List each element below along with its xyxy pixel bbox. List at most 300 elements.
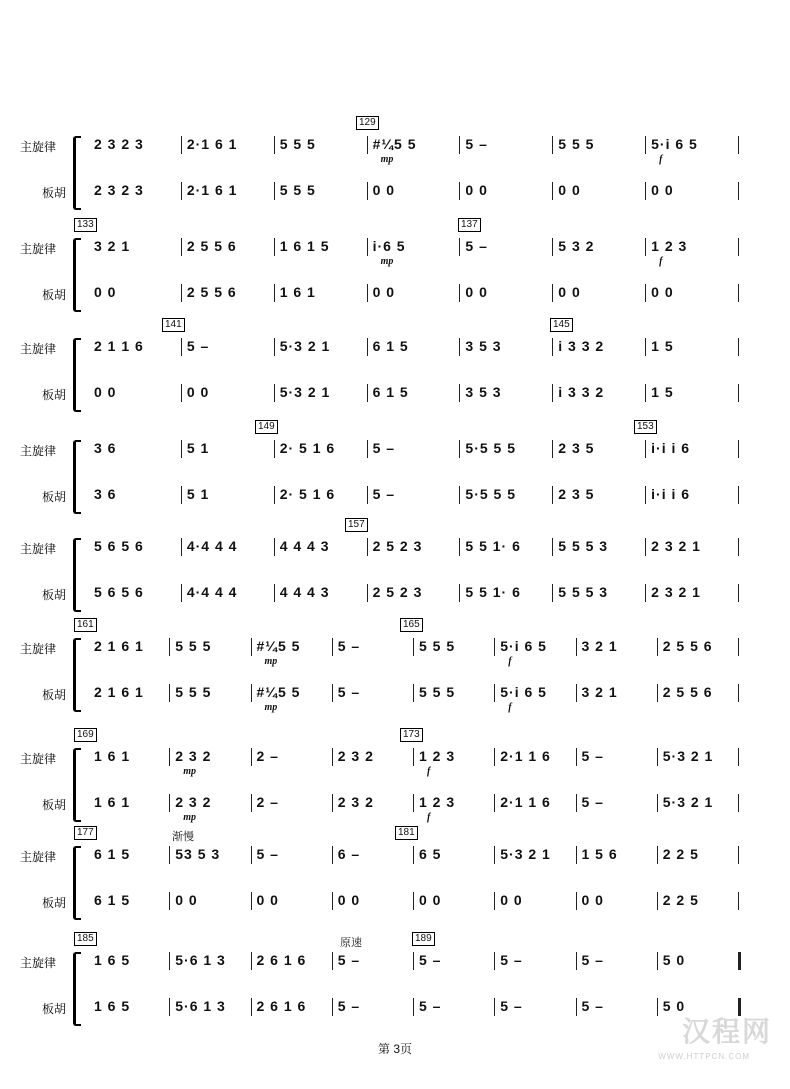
system-brace [73,538,81,612]
measure-notes: 2 2 5 [662,846,699,862]
measure-notes: i·i i 6 [651,486,691,502]
measure-notes: 5 5 5 [175,638,212,654]
barline [413,638,414,656]
measure-notes: 5·3 2 1 [662,748,714,764]
system-brace [73,748,81,822]
watermark-logo: 汉程网 [681,1016,772,1047]
barline [274,486,275,504]
measure-notes: 4 4 4 3 [279,538,330,554]
barline [494,846,495,864]
measure-notes: 0 0 [465,182,488,198]
barline [332,684,333,702]
barline [169,952,170,970]
barline [576,748,577,766]
barline [738,136,739,154]
measure-notes: 3 5 3 [465,338,502,354]
staff-label-banhu: 板胡 [42,798,67,812]
dynamic-marking: f [508,656,512,667]
barline [274,338,275,356]
barline [552,182,553,200]
barline [738,952,741,970]
measure-notes: 5 1 [186,486,210,502]
measure-notes: 1 5 [651,338,674,354]
system-brace [73,638,81,712]
barline [274,136,275,154]
measure-notes: 5 – [337,952,361,968]
measure-notes: 5·i 6 5 [651,136,698,152]
barline [251,846,252,864]
measure-notes: #¼5 5 [256,684,301,700]
measure-notes: 5 – [500,998,523,1014]
rehearsal-mark: 177 [74,826,97,840]
barline [576,846,577,864]
measure-notes: 1 5 6 [581,846,618,862]
staff-label-banhu: 板胡 [42,186,67,200]
measure-notes: 1 2 3 [419,748,456,764]
measure-notes: 5 – [419,952,442,968]
rehearsal-mark: 169 [74,728,97,742]
barline [657,684,658,702]
measure-notes: 3 6 [94,440,117,456]
measure-notes: 2 – [256,748,279,764]
measure-notes: 5·3 2 1 [279,338,331,354]
measure-notes: 2 3 5 [558,440,595,456]
barline [332,794,333,812]
dynamic-marking: mp [183,812,197,823]
rehearsal-mark: 137 [458,218,481,232]
measure-notes: 6 1 5 [94,892,131,908]
barline [552,284,553,302]
measure-notes: 1 6 5 [94,998,131,1014]
barline [367,238,368,256]
measure-notes: 2 3 2 1 [651,538,701,554]
measure-notes: 2 5 2 3 [372,538,423,554]
measure-notes: 5 5 5 [558,136,595,152]
barline [494,748,495,766]
barline [413,794,414,812]
measure-notes: 5 1 [186,440,210,456]
rehearsal-mark: 161 [74,618,97,632]
measure-notes: 2 5 5 6 [662,638,713,654]
measure-notes: 4·4 4 4 [186,584,238,600]
dynamic-marking: mp [380,256,394,267]
measure-notes: 2 1 1 6 [94,338,144,354]
measure-notes: 5·3 2 1 [279,384,331,400]
barline [181,238,182,256]
measure-notes: 0 0 [581,892,604,908]
measure-notes: 1 6 5 [94,952,131,968]
measure-notes: 3 5 3 [465,384,502,400]
rehearsal-mark: 181 [395,826,418,840]
barline [552,584,553,602]
barline [251,952,252,970]
rehearsal-mark: 157 [345,518,368,532]
barline [274,384,275,402]
measure-notes: 2· 5 1 6 [279,440,336,456]
barline [657,998,658,1016]
measure-notes: 5 – [337,684,361,700]
measure-notes: 2 5 2 3 [372,584,423,600]
barline [552,338,553,356]
score-system [0,421,790,518]
barline [169,794,170,812]
barline [645,182,646,200]
measure-notes: 2· 5 1 6 [279,486,336,502]
barline [738,684,739,702]
measure-notes: #¼5 5 [256,638,301,654]
staff-label-melody: 主旋律 [20,444,57,458]
score-system [0,729,790,826]
measure-notes: 5 – [337,998,361,1014]
measure-notes: 2 – [256,794,279,810]
rehearsal-mark: 185 [74,932,97,946]
staff-label-melody: 主旋律 [20,642,57,656]
barline [413,892,414,910]
barline [332,748,333,766]
system-brace [73,136,81,210]
barline [181,486,182,504]
barline [459,486,460,504]
measure-notes: 5·3 2 1 [500,846,551,862]
barline [274,538,275,556]
measure-notes: 1 6 1 [94,748,131,764]
barline [169,998,170,1016]
measure-notes: 5·5 5 5 [465,440,517,456]
barline [367,486,368,504]
barline [459,136,460,154]
barline [413,952,414,970]
measure-notes: 0 0 [175,892,198,908]
barline [576,998,577,1016]
dynamic-marking: f [659,154,663,165]
score-system [0,619,790,716]
system-brace [73,338,81,412]
barline [645,440,646,458]
barline [367,384,368,402]
measure-notes: 53 5 3 [175,846,221,862]
barline [251,794,252,812]
barline [645,584,646,602]
staff-label-banhu: 板胡 [42,688,67,702]
measure-notes: i 3 3 2 [558,384,605,400]
barline [181,384,182,402]
rehearsal-mark: 165 [400,618,423,632]
barline [367,584,368,602]
barline [459,440,460,458]
staff-label-melody: 主旋律 [20,752,57,766]
dynamic-marking: f [427,812,431,823]
barline [576,952,577,970]
barline [738,384,739,402]
barline [169,748,170,766]
barline [459,182,460,200]
barline [251,638,252,656]
measure-notes: 5·6 1 3 [175,998,226,1014]
barline [367,284,368,302]
barline [645,384,646,402]
barline [552,384,553,402]
barline [738,238,739,256]
barline [413,846,414,864]
measure-notes: i·6 5 [372,238,406,254]
barline [657,638,658,656]
measure-notes: i·i i 6 [651,440,691,456]
barline [367,440,368,458]
barline [459,338,460,356]
barline [738,584,739,602]
measure-notes: 0 0 [186,384,210,400]
measure-notes: 5 – [500,952,523,968]
staff-label-banhu: 板胡 [42,288,67,302]
score-system [0,519,790,616]
barline [494,892,495,910]
score-system [0,219,790,316]
barline [181,584,182,602]
barline [494,998,495,1016]
barline [494,794,495,812]
measure-notes: 3 2 1 [94,238,131,254]
measure-notes: 5 – [419,998,442,1014]
measure-notes: 2 1 6 1 [94,684,144,700]
barline [332,952,333,970]
barline [169,638,170,656]
barline [274,440,275,458]
staff-label-melody: 主旋律 [20,140,57,154]
barline [413,748,414,766]
measure-notes: #¼5 5 [372,136,417,152]
staff-label-banhu: 板胡 [42,896,67,910]
measure-notes: 0 0 [94,384,117,400]
measure-notes: 0 0 [256,892,279,908]
barline [181,284,182,302]
tempo-marking: 渐慢 [172,831,194,843]
dynamic-marking: mp [183,766,197,777]
measure-notes: 6 5 [419,846,442,862]
measure-notes: 1 6 1 5 [279,238,330,254]
barline [459,238,460,256]
measure-notes: 5 0 [662,952,686,968]
barline [367,538,368,556]
staff-label-melody: 主旋律 [20,850,57,864]
barline [657,794,658,812]
rehearsal-mark: 153 [634,420,657,434]
barline [274,284,275,302]
barline [367,136,368,154]
barline [738,794,739,812]
barline [738,846,739,864]
measure-notes: 2·1 6 1 [186,136,238,152]
measure-notes: 5 5 1· 6 [465,538,521,554]
barline [332,892,333,910]
measure-notes: 2·1 1 6 [500,748,551,764]
barline [332,846,333,864]
staff-label-banhu: 板胡 [42,490,67,504]
barline [645,136,646,154]
barline [181,182,182,200]
measure-notes: 0 0 [500,892,523,908]
barline [738,638,739,656]
barline [181,440,182,458]
barline [459,538,460,556]
measure-notes: 5·5 5 5 [465,486,517,502]
measure-notes: 5 5 1· 6 [465,584,521,600]
barline [645,486,646,504]
measure-notes: 3 2 1 [581,684,618,700]
barline [367,182,368,200]
watermark-url: WWW.HTTPCN.COM [658,1052,750,1061]
measure-notes: 5 5 5 [279,136,316,152]
system-brace [73,846,81,920]
barline [576,684,577,702]
measure-notes: 2 3 2 3 [94,182,144,198]
score-system [0,117,790,214]
measure-notes: 2 3 2 [175,748,212,764]
barline [645,338,646,356]
barline [459,584,460,602]
measure-notes: 5 – [256,846,279,862]
measure-notes: 5·3 2 1 [662,794,714,810]
measure-notes: 0 0 [337,892,361,908]
measure-notes: 0 0 [372,182,396,198]
measure-notes: 5 – [465,136,488,152]
measure-notes: i 3 3 2 [558,338,605,354]
measure-notes: 0 0 [558,284,581,300]
measure-notes: 2·1 6 1 [186,182,238,198]
barline [552,136,553,154]
measure-notes: 5 – [186,338,210,354]
measure-notes: 5 6 5 6 [94,538,144,554]
measure-notes: 0 0 [94,284,117,300]
rehearsal-mark: 129 [356,116,379,130]
measure-notes: 2 6 1 6 [256,998,307,1014]
barline [274,584,275,602]
measure-notes: 0 0 [651,284,674,300]
staff-label-melody: 主旋律 [20,542,57,556]
measure-notes: 6 1 5 [372,338,409,354]
staff-label-melody: 主旋律 [20,242,57,256]
measure-notes: 2 3 2 [175,794,212,810]
dynamic-marking: f [508,702,512,713]
system-brace [73,952,81,1026]
measure-notes: 6 1 5 [372,384,409,400]
barline [367,338,368,356]
barline [494,638,495,656]
measure-notes: 2 5 5 6 [186,284,237,300]
measure-notes: 5·i 6 5 [500,684,547,700]
system-brace [73,238,81,312]
measure-notes: 1 6 1 [94,794,131,810]
measure-notes: 5 – [372,440,396,456]
measure-notes: 1 2 3 [651,238,688,254]
barline [645,238,646,256]
barline [645,284,646,302]
system-brace [73,440,81,514]
measure-notes: 1 5 [651,384,674,400]
barline [332,638,333,656]
measure-notes: 3 2 1 [581,638,618,654]
rehearsal-mark: 189 [412,932,435,946]
score-system [0,933,790,1030]
measure-notes: 5 – [581,952,604,968]
measure-notes: 5 3 2 [558,238,595,254]
barline [169,684,170,702]
dynamic-marking: mp [380,154,394,165]
barline [552,440,553,458]
measure-notes: 5 5 5 [175,684,212,700]
measure-notes: 5·i 6 5 [500,638,547,654]
barline [552,238,553,256]
barline [738,892,739,910]
dynamic-marking: mp [264,656,278,667]
measure-notes: 6 1 5 [94,846,131,862]
measure-notes: 2 5 5 6 [186,238,237,254]
measure-notes: 5 – [337,638,361,654]
barline [181,136,182,154]
measure-notes: 5 5 5 3 [558,538,609,554]
barline [738,182,739,200]
score-system [0,827,790,924]
measure-notes: 5·6 1 3 [175,952,226,968]
measure-notes: 2·1 1 6 [500,794,551,810]
barline [169,892,170,910]
barline [657,952,658,970]
measure-notes: 0 0 [558,182,581,198]
barline [738,538,739,556]
measure-notes: 2 3 2 1 [651,584,701,600]
barline [738,748,739,766]
measure-notes: 0 0 [651,182,674,198]
staff-label-banhu: 板胡 [42,1002,67,1016]
score-system [0,319,790,416]
barline [413,998,414,1016]
measure-notes: 0 0 [372,284,396,300]
dynamic-marking: f [427,766,431,777]
barline [251,998,252,1016]
barline [657,846,658,864]
rehearsal-mark: 141 [162,318,185,332]
measure-notes: 3 6 [94,486,117,502]
measure-notes: 1 2 3 [419,794,456,810]
barline [274,238,275,256]
measure-notes: 6 – [337,846,361,862]
barline [181,338,182,356]
barline [332,998,333,1016]
barline [738,284,739,302]
rehearsal-mark: 173 [400,728,423,742]
measure-notes: 5 5 5 [419,684,456,700]
measure-notes: 5 0 [662,998,686,1014]
barline [738,338,739,356]
measure-notes: 5 – [465,238,488,254]
page-number: 第 3页 [377,1042,412,1056]
barline [251,748,252,766]
rehearsal-mark: 145 [550,318,573,332]
measure-notes: 5 – [581,794,604,810]
barline [552,538,553,556]
measure-notes: 5 – [581,748,604,764]
barline [576,794,577,812]
barline [645,538,646,556]
measure-notes: 1 6 1 [279,284,316,300]
measure-notes: 2 3 2 3 [94,136,144,152]
measure-notes: 4 4 4 3 [279,584,330,600]
measure-notes: 0 0 [465,284,488,300]
measure-notes: 2 3 2 [337,794,374,810]
measure-notes: 5 5 5 [419,638,456,654]
barline [459,384,460,402]
barline [738,486,739,504]
rehearsal-mark: 133 [74,218,97,232]
